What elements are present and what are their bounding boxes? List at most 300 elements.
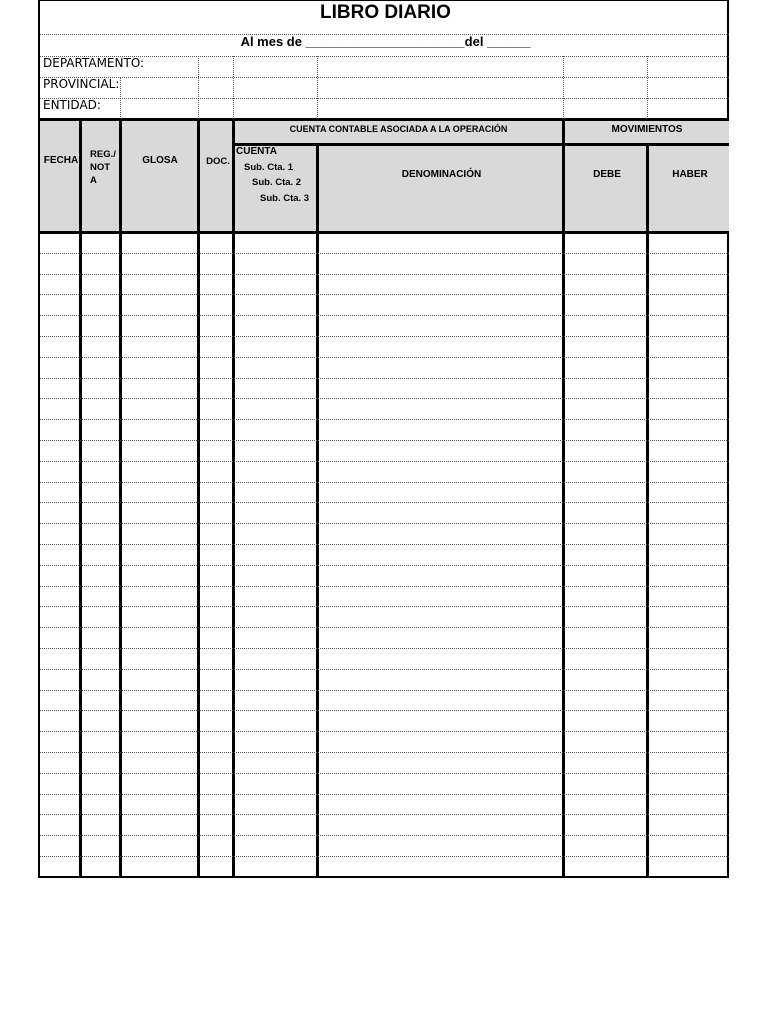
cell-denominacion[interactable]: [318, 732, 564, 753]
cell-haber[interactable]: [648, 815, 729, 836]
cell-denominacion[interactable]: [318, 358, 564, 379]
cell-glosa[interactable]: [121, 233, 199, 254]
cell-denominacion[interactable]: [318, 649, 564, 670]
cell-glosa[interactable]: [121, 275, 199, 296]
cell-glosa[interactable]: [121, 420, 199, 441]
cell-reg-nota[interactable]: [81, 628, 121, 649]
cell-denominacion[interactable]: [318, 420, 564, 441]
cell-debe[interactable]: [564, 316, 648, 337]
cell-cuenta[interactable]: [234, 711, 318, 732]
cell-fecha[interactable]: [40, 649, 81, 670]
cell-glosa[interactable]: [121, 379, 199, 400]
cell-denominacion[interactable]: [318, 379, 564, 400]
cell-reg-nota[interactable]: [81, 441, 121, 462]
cell-fecha[interactable]: [40, 628, 81, 649]
cell-haber[interactable]: [648, 462, 729, 483]
cell-glosa[interactable]: [121, 795, 199, 816]
cell-fecha[interactable]: [40, 483, 81, 504]
cell-doc[interactable]: [199, 795, 234, 816]
table-row: [40, 815, 729, 836]
cell-cuenta[interactable]: [234, 566, 318, 587]
cell-fecha[interactable]: [40, 358, 81, 379]
cell-glosa[interactable]: [121, 254, 199, 275]
cell-denominacion[interactable]: [318, 711, 564, 732]
col-header-glosa: GLOSA: [142, 155, 178, 166]
cell-debe[interactable]: [564, 337, 648, 358]
cell-doc[interactable]: [199, 254, 234, 275]
cell-cuenta[interactable]: [234, 607, 318, 628]
cell-fecha[interactable]: [40, 607, 81, 628]
cell-debe[interactable]: [564, 628, 648, 649]
cell-debe[interactable]: [564, 857, 648, 878]
table-row: [40, 691, 729, 712]
cell-doc[interactable]: [199, 815, 234, 836]
cell-debe[interactable]: [564, 587, 648, 608]
col-header-cuenta: CUENTA: [236, 146, 277, 157]
cell-cuenta[interactable]: [234, 587, 318, 608]
cell-fecha[interactable]: [40, 774, 81, 795]
cell-debe[interactable]: [564, 711, 648, 732]
cell-haber[interactable]: [648, 399, 729, 420]
cell-reg-nota[interactable]: [81, 503, 121, 524]
table-row: [40, 753, 729, 774]
cell-glosa[interactable]: [121, 566, 199, 587]
cell-haber[interactable]: [648, 732, 729, 753]
cell-reg-nota[interactable]: [81, 358, 121, 379]
cell-debe[interactable]: [564, 233, 648, 254]
cell-debe[interactable]: [564, 732, 648, 753]
cell-fecha[interactable]: [40, 566, 81, 587]
cell-haber[interactable]: [648, 420, 729, 441]
cell-cuenta[interactable]: [234, 836, 318, 857]
cell-haber[interactable]: [648, 711, 729, 732]
cell-denominacion[interactable]: [318, 836, 564, 857]
cell-fecha[interactable]: [40, 857, 81, 878]
cell-fecha[interactable]: [40, 524, 81, 545]
cell-glosa[interactable]: [121, 815, 199, 836]
cell-fecha[interactable]: [40, 503, 81, 524]
table-row: [40, 503, 729, 524]
cell-cuenta[interactable]: [234, 399, 318, 420]
cell-doc[interactable]: [199, 587, 234, 608]
cell-reg-nota[interactable]: [81, 711, 121, 732]
cell-fecha[interactable]: [40, 462, 81, 483]
cell-reg-nota[interactable]: [81, 483, 121, 504]
cell-denominacion[interactable]: [318, 753, 564, 774]
cell-glosa[interactable]: [121, 524, 199, 545]
cell-glosa[interactable]: [121, 857, 199, 878]
table-row: [40, 379, 729, 400]
cell-fecha[interactable]: [40, 316, 81, 337]
table-row: [40, 399, 729, 420]
cell-haber[interactable]: [648, 524, 729, 545]
cell-denominacion[interactable]: [318, 670, 564, 691]
cell-glosa[interactable]: [121, 711, 199, 732]
cell-doc[interactable]: [199, 379, 234, 400]
cell-denominacion[interactable]: [318, 815, 564, 836]
cell-haber[interactable]: [648, 545, 729, 566]
cell-debe[interactable]: [564, 607, 648, 628]
cell-reg-nota[interactable]: [81, 524, 121, 545]
cell-haber[interactable]: [648, 441, 729, 462]
cell-denominacion[interactable]: [318, 524, 564, 545]
cell-denominacion[interactable]: [318, 795, 564, 816]
cell-glosa[interactable]: [121, 316, 199, 337]
cell-cuenta[interactable]: [234, 545, 318, 566]
cell-denominacion[interactable]: [318, 566, 564, 587]
cell-denominacion[interactable]: [318, 691, 564, 712]
cell-glosa[interactable]: [121, 358, 199, 379]
table-row: [40, 795, 729, 816]
cell-cuenta[interactable]: [234, 795, 318, 816]
cell-debe[interactable]: [564, 379, 648, 400]
provincial-label: PROVINCIAL:: [43, 77, 120, 91]
cell-glosa[interactable]: [121, 587, 199, 608]
page-title: LIBRO DIARIO: [320, 2, 451, 23]
cell-glosa[interactable]: [121, 628, 199, 649]
cell-cuenta[interactable]: [234, 462, 318, 483]
table-row: [40, 857, 729, 878]
cell-denominacion[interactable]: [318, 774, 564, 795]
cell-reg-nota[interactable]: [81, 774, 121, 795]
cell-denominacion[interactable]: [318, 587, 564, 608]
cell-glosa[interactable]: [121, 836, 199, 857]
cell-doc[interactable]: [199, 732, 234, 753]
col-header-subcta1: Sub. Cta. 1: [244, 162, 294, 173]
cell-haber[interactable]: [648, 587, 729, 608]
cell-cuenta[interactable]: [234, 524, 318, 545]
cell-cuenta[interactable]: [234, 628, 318, 649]
cell-fecha[interactable]: [40, 254, 81, 275]
cell-doc[interactable]: [199, 566, 234, 587]
cell-fecha[interactable]: [40, 420, 81, 441]
cell-denominacion[interactable]: [318, 441, 564, 462]
col-header-subcta2: Sub. Cta. 2: [252, 177, 302, 188]
cell-reg-nota[interactable]: [81, 753, 121, 774]
cell-denominacion[interactable]: [318, 233, 564, 254]
cell-reg-nota[interactable]: [81, 587, 121, 608]
cell-glosa[interactable]: [121, 670, 199, 691]
cell-doc[interactable]: [199, 337, 234, 358]
cell-glosa[interactable]: [121, 503, 199, 524]
cell-debe[interactable]: [564, 275, 648, 296]
cell-glosa[interactable]: [121, 753, 199, 774]
cell-doc[interactable]: [199, 399, 234, 420]
col-header-reg-nota-line1: REG./: [90, 149, 116, 160]
group-header-movimientos: MOVIMIENTOS: [611, 124, 683, 135]
cell-cuenta[interactable]: [234, 649, 318, 670]
cell-haber[interactable]: [648, 379, 729, 400]
cell-haber[interactable]: [648, 836, 729, 857]
cell-debe[interactable]: [564, 545, 648, 566]
libro-diario-form: [38, 0, 729, 878]
cell-reg-nota[interactable]: [81, 815, 121, 836]
departamento-label: DEPARTAMENTO:: [43, 56, 145, 70]
cell-doc[interactable]: [199, 275, 234, 296]
cell-doc[interactable]: [199, 836, 234, 857]
cell-fecha[interactable]: [40, 795, 81, 816]
cell-haber[interactable]: [648, 857, 729, 878]
cell-doc[interactable]: [199, 691, 234, 712]
cell-debe[interactable]: [564, 836, 648, 857]
cell-doc[interactable]: [199, 483, 234, 504]
cell-reg-nota[interactable]: [81, 420, 121, 441]
cell-fecha[interactable]: [40, 233, 81, 254]
cell-doc[interactable]: [199, 524, 234, 545]
col-header-fecha: FECHA: [43, 155, 79, 166]
cell-doc[interactable]: [199, 545, 234, 566]
cell-denominacion[interactable]: [318, 254, 564, 275]
cell-doc[interactable]: [199, 316, 234, 337]
cell-glosa[interactable]: [121, 462, 199, 483]
period-line[interactable]: Al mes de ______________________del ______: [240, 34, 531, 49]
cell-fecha[interactable]: [40, 815, 81, 836]
cell-cuenta[interactable]: [234, 233, 318, 254]
table-row: [40, 462, 729, 483]
cell-glosa[interactable]: [121, 545, 199, 566]
cell-fecha[interactable]: [40, 836, 81, 857]
cell-reg-nota[interactable]: [81, 566, 121, 587]
cell-haber[interactable]: [648, 254, 729, 275]
cell-denominacion[interactable]: [318, 483, 564, 504]
cell-cuenta[interactable]: [234, 732, 318, 753]
col-header-denominacion: DENOMINACIÓN: [401, 169, 482, 180]
cell-reg-nota[interactable]: [81, 857, 121, 878]
cell-reg-nota[interactable]: [81, 670, 121, 691]
col-header-debe: DEBE: [593, 169, 621, 180]
cell-cuenta[interactable]: [234, 295, 318, 316]
cell-debe[interactable]: [564, 774, 648, 795]
cell-reg-nota[interactable]: [81, 233, 121, 254]
cell-cuenta[interactable]: [234, 254, 318, 275]
cell-haber[interactable]: [648, 795, 729, 816]
cell-fecha[interactable]: [40, 691, 81, 712]
cell-reg-nota[interactable]: [81, 691, 121, 712]
cell-debe[interactable]: [564, 483, 648, 504]
cell-debe[interactable]: [564, 462, 648, 483]
cell-debe[interactable]: [564, 691, 648, 712]
cell-denominacion[interactable]: [318, 628, 564, 649]
cell-fecha[interactable]: [40, 670, 81, 691]
cell-reg-nota[interactable]: [81, 836, 121, 857]
cell-reg-nota[interactable]: [81, 545, 121, 566]
table-row: [40, 441, 729, 462]
cell-debe[interactable]: [564, 649, 648, 670]
cell-cuenta[interactable]: [234, 275, 318, 296]
cell-doc[interactable]: [199, 711, 234, 732]
cell-cuenta[interactable]: [234, 441, 318, 462]
cell-reg-nota[interactable]: [81, 732, 121, 753]
table-row: [40, 566, 729, 587]
cell-doc[interactable]: [199, 753, 234, 774]
cell-debe[interactable]: [564, 254, 648, 275]
col-header-subcta3: Sub. Cta. 3: [260, 193, 310, 204]
cell-reg-nota[interactable]: [81, 316, 121, 337]
cell-haber[interactable]: [648, 628, 729, 649]
cell-denominacion[interactable]: [318, 399, 564, 420]
cell-reg-nota[interactable]: [81, 462, 121, 483]
cell-denominacion[interactable]: [318, 857, 564, 878]
cell-denominacion[interactable]: [318, 607, 564, 628]
entidad-field[interactable]: [120, 99, 729, 119]
cell-doc[interactable]: [199, 358, 234, 379]
cell-fecha[interactable]: [40, 275, 81, 296]
cell-debe[interactable]: [564, 753, 648, 774]
cell-denominacion[interactable]: [318, 337, 564, 358]
cell-fecha[interactable]: [40, 441, 81, 462]
cell-reg-nota[interactable]: [81, 795, 121, 816]
cell-debe[interactable]: [564, 441, 648, 462]
col-header-reg-nota-line2: NOT: [90, 162, 111, 173]
cell-denominacion[interactable]: [318, 462, 564, 483]
cell-denominacion[interactable]: [318, 545, 564, 566]
table-row: [40, 628, 729, 649]
cell-fecha[interactable]: [40, 295, 81, 316]
cell-doc[interactable]: [199, 628, 234, 649]
cell-reg-nota[interactable]: [81, 607, 121, 628]
cell-cuenta[interactable]: [234, 379, 318, 400]
cell-haber[interactable]: [648, 774, 729, 795]
cell-cuenta[interactable]: [234, 670, 318, 691]
cell-haber[interactable]: [648, 670, 729, 691]
cell-haber[interactable]: [648, 566, 729, 587]
cell-haber[interactable]: [648, 316, 729, 337]
col-header-reg-nota-line3: A: [90, 175, 97, 186]
cell-glosa[interactable]: [121, 483, 199, 504]
col-header-haber: HABER: [672, 169, 708, 180]
table-row: [40, 254, 729, 275]
cell-fecha[interactable]: [40, 732, 81, 753]
cell-cuenta[interactable]: [234, 337, 318, 358]
cell-haber[interactable]: [648, 275, 729, 296]
cell-reg-nota[interactable]: [81, 337, 121, 358]
departamento-field[interactable]: [198, 57, 729, 77]
cell-denominacion[interactable]: [318, 503, 564, 524]
cell-doc[interactable]: [199, 462, 234, 483]
cell-cuenta[interactable]: [234, 815, 318, 836]
cell-debe[interactable]: [564, 503, 648, 524]
cell-doc[interactable]: [199, 649, 234, 670]
cell-haber[interactable]: [648, 233, 729, 254]
provincial-field[interactable]: [120, 78, 729, 98]
cell-glosa[interactable]: [121, 774, 199, 795]
cell-doc[interactable]: [199, 420, 234, 441]
cell-cuenta[interactable]: [234, 358, 318, 379]
cell-fecha[interactable]: [40, 545, 81, 566]
cell-cuenta[interactable]: [234, 857, 318, 878]
cell-cuenta[interactable]: [234, 774, 318, 795]
table-row: [40, 295, 729, 316]
cell-debe[interactable]: [564, 566, 648, 587]
cell-cuenta[interactable]: [234, 483, 318, 504]
cell-fecha[interactable]: [40, 753, 81, 774]
cell-debe[interactable]: [564, 670, 648, 691]
cell-debe[interactable]: [564, 795, 648, 816]
cell-fecha[interactable]: [40, 711, 81, 732]
group-header-cuenta-contable: CUENTA CONTABLE ASOCIADA A LA OPERACIÓN: [289, 124, 508, 134]
cell-cuenta[interactable]: [234, 753, 318, 774]
cell-haber[interactable]: [648, 295, 729, 316]
cell-glosa[interactable]: [121, 441, 199, 462]
cell-reg-nota[interactable]: [81, 254, 121, 275]
table-row: [40, 711, 729, 732]
cell-haber[interactable]: [648, 649, 729, 670]
cell-debe[interactable]: [564, 420, 648, 441]
cell-fecha[interactable]: [40, 337, 81, 358]
cell-glosa[interactable]: [121, 399, 199, 420]
table-row: [40, 420, 729, 441]
entidad-label: ENTIDAD:: [43, 98, 101, 112]
cell-glosa[interactable]: [121, 691, 199, 712]
cell-cuenta[interactable]: [234, 503, 318, 524]
cell-debe[interactable]: [564, 295, 648, 316]
cell-doc[interactable]: [199, 503, 234, 524]
table-row: [40, 233, 729, 254]
cell-denominacion[interactable]: [318, 275, 564, 296]
cell-denominacion[interactable]: [318, 295, 564, 316]
cell-haber[interactable]: [648, 503, 729, 524]
cell-haber[interactable]: [648, 483, 729, 504]
cell-reg-nota[interactable]: [81, 379, 121, 400]
cell-fecha[interactable]: [40, 399, 81, 420]
cell-haber[interactable]: [648, 691, 729, 712]
table-row: [40, 358, 729, 379]
cell-debe[interactable]: [564, 815, 648, 836]
cell-doc[interactable]: [199, 670, 234, 691]
cell-reg-nota[interactable]: [81, 399, 121, 420]
cell-doc[interactable]: [199, 295, 234, 316]
cell-glosa[interactable]: [121, 649, 199, 670]
cell-cuenta[interactable]: [234, 420, 318, 441]
table-row: [40, 670, 729, 691]
cell-glosa[interactable]: [121, 732, 199, 753]
cell-cuenta[interactable]: [234, 316, 318, 337]
cell-fecha[interactable]: [40, 379, 81, 400]
cell-debe[interactable]: [564, 358, 648, 379]
cell-glosa[interactable]: [121, 337, 199, 358]
table-row: [40, 732, 729, 753]
cell-doc[interactable]: [199, 857, 234, 878]
cell-haber[interactable]: [648, 607, 729, 628]
table-row: [40, 483, 729, 504]
cell-reg-nota[interactable]: [81, 275, 121, 296]
cell-reg-nota[interactable]: [81, 649, 121, 670]
cell-doc[interactable]: [199, 441, 234, 462]
table-row: [40, 836, 729, 857]
cell-doc[interactable]: [199, 233, 234, 254]
cell-denominacion[interactable]: [318, 316, 564, 337]
cell-glosa[interactable]: [121, 295, 199, 316]
cell-glosa[interactable]: [121, 607, 199, 628]
cell-doc[interactable]: [199, 607, 234, 628]
table-row: [40, 337, 729, 358]
cell-reg-nota[interactable]: [81, 295, 121, 316]
cell-doc[interactable]: [199, 774, 234, 795]
table-row: [40, 316, 729, 337]
table-row: [40, 774, 729, 795]
cell-haber[interactable]: [648, 753, 729, 774]
cell-debe[interactable]: [564, 524, 648, 545]
table-row: [40, 587, 729, 608]
table-row: [40, 649, 729, 670]
cell-fecha[interactable]: [40, 587, 81, 608]
cell-debe[interactable]: [564, 399, 648, 420]
table-row: [40, 275, 729, 296]
table-row: [40, 545, 729, 566]
cell-cuenta[interactable]: [234, 691, 318, 712]
cell-haber[interactable]: [648, 358, 729, 379]
cell-haber[interactable]: [648, 337, 729, 358]
